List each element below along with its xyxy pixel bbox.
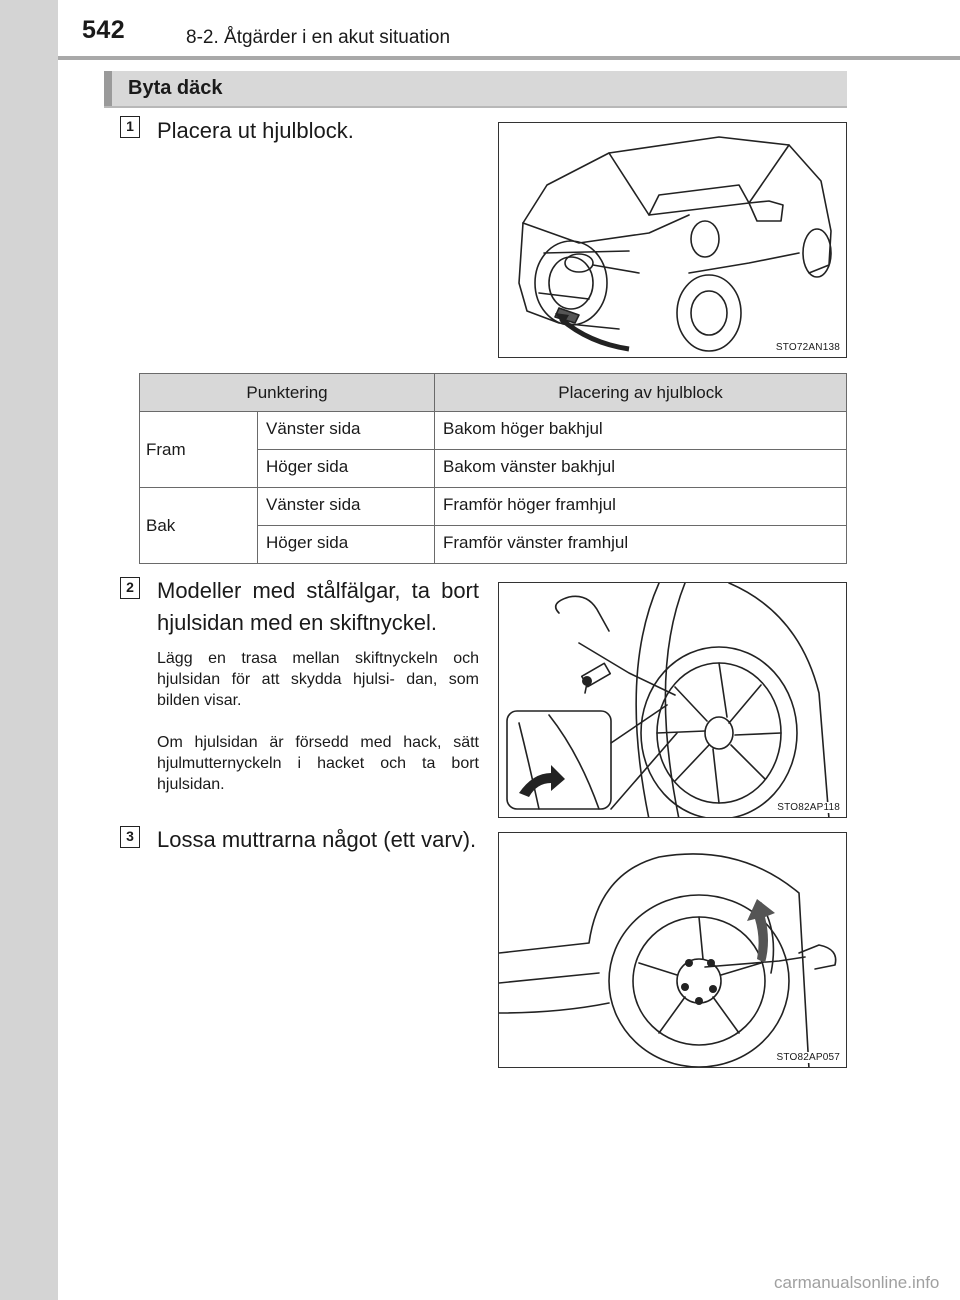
step-number-1: 1 — [120, 116, 140, 138]
figure-wheel-chocks — [498, 122, 847, 358]
header-rule — [58, 56, 960, 60]
step-number-3: 3 — [120, 826, 140, 848]
table-row — [140, 488, 847, 526]
table-header-row — [140, 374, 847, 412]
step-2-text: Modeller med stålfälgar, ta bort hjulsidan med en skiftnyckel. — [157, 578, 479, 635]
car-front-illustration — [499, 123, 847, 358]
page-sidebar-tab — [0, 0, 58, 1300]
step-2-note-1: Lägg en trasa mellan skiftnyckeln och hjulsidan för att skydda hjulsi- dan, som bilden visar. — [157, 650, 479, 709]
table-cell-location: Bakom vänster bakhjul — [435, 450, 847, 488]
figure-code: STO82AP118 — [777, 802, 840, 813]
figure-code: STO72AN138 — [775, 342, 840, 353]
figure-loosen-nuts — [498, 832, 847, 1068]
table-header-punktering: Punktering — [140, 374, 435, 412]
table-cell-location: Bakom höger bakhjul — [435, 412, 847, 450]
table-cell-side: Höger sida — [258, 526, 435, 564]
table-row — [140, 412, 847, 450]
watermark: carmanualsonline.info — [774, 1273, 940, 1292]
chapter-title: 8-2. Åtgärder i en akut situation — [186, 27, 451, 48]
table-cell-location: Framför höger framhjul — [435, 488, 847, 526]
wheel-nut-illustration — [499, 833, 847, 1068]
table-cell-side: Vänster sida — [258, 412, 435, 450]
section-title: Byta däck — [128, 77, 223, 99]
table-cell-side: Vänster sida — [258, 488, 435, 526]
step-3-text: Lossa muttrarna något (ett varv). — [157, 827, 477, 852]
table-cell-location: Framför vänster framhjul — [435, 526, 847, 564]
hubcap-illustration — [499, 583, 847, 818]
step-1-text: Placera ut hjulblock. — [157, 118, 354, 143]
section-header-accent — [104, 71, 112, 106]
figure-remove-hubcap — [498, 582, 847, 818]
step-number-2: 2 — [120, 577, 140, 599]
table-group-label: Fram — [140, 412, 258, 488]
figure-code: STO82AP057 — [776, 1052, 840, 1063]
table-group-label: Bak — [140, 488, 258, 564]
page-number: 542 — [82, 16, 126, 44]
table-header-placering: Placering av hjulblock — [435, 374, 847, 412]
table-cell-side: Höger sida — [258, 450, 435, 488]
section-header — [104, 71, 847, 108]
step-2-note-2: Om hjulsidan är försedd med hack, sätt hjulmutternyckeln i hacket och ta bort hjulsidan. — [157, 734, 479, 793]
wheel-chock-table — [139, 373, 847, 564]
